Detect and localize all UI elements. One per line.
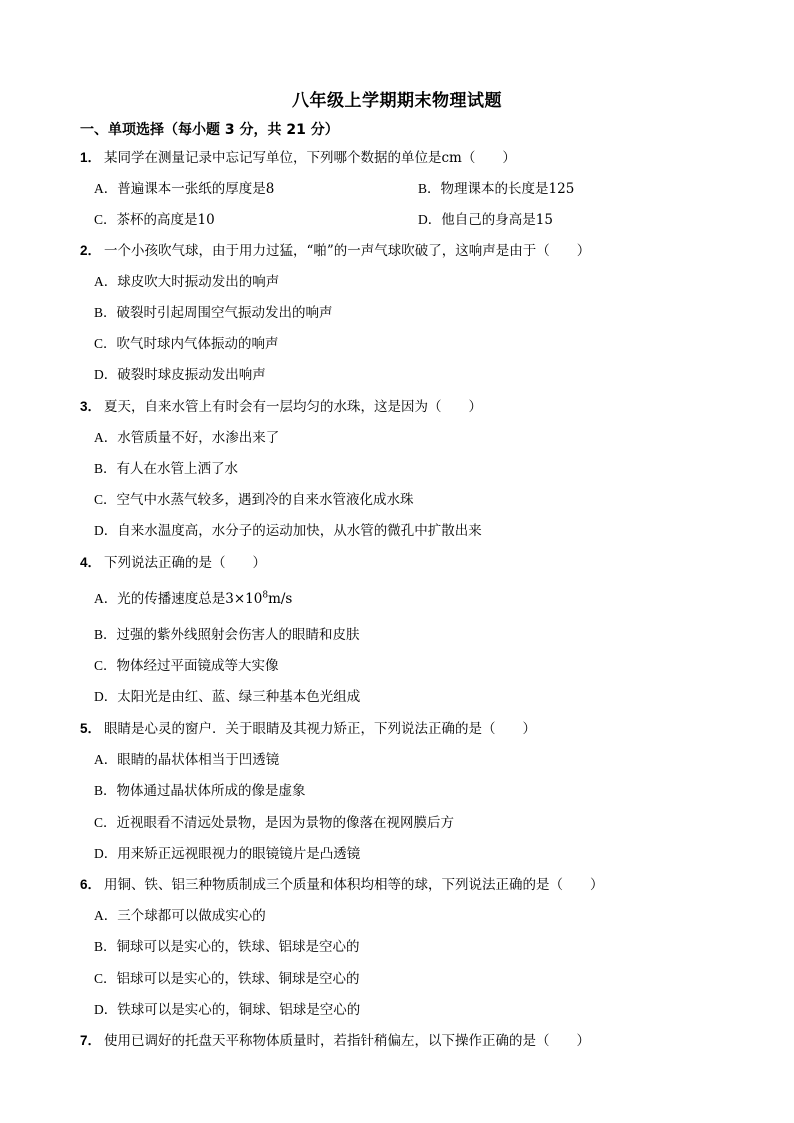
option-4d: D．太阳光是由红、蓝、绿三种基本色光组成 <box>94 689 361 705</box>
question-text: 一个小孩吹气球，由于用力过猛，“啪”的一声气球吹破了，这响声是由于（ ） <box>104 243 591 259</box>
question-text: 用铜、铁、铝三种物质制成三个质量和体积均相等的球，下列说法正确的是（ ） <box>104 877 604 893</box>
option-3c: C．空气中水蒸气较多，遇到冷的自来水管液化成水珠 <box>94 492 414 508</box>
option-1c: C．茶杯的高度是10 <box>94 212 215 228</box>
option-5d: D．用来矫正远视眼视力的眼镜镜片是凸透镜 <box>94 846 361 862</box>
question-number: 1． <box>80 150 102 165</box>
option-4c: C．物体经过平面镜成等大实像 <box>94 658 279 674</box>
option-2d: D．破裂时球皮振动发出响声 <box>94 367 266 383</box>
option-2b: B．破裂时引起周围空气振动发出的响声 <box>94 305 333 321</box>
question-7 <box>80 1029 590 1049</box>
option-1d: D．他自己的身高是15 <box>418 212 553 228</box>
option-6c: C．铝球可以是实心的，铁球、铜球是空心的 <box>94 971 360 987</box>
question-number: 5． <box>80 721 102 736</box>
option-6d: D．铁球可以是实心的，铜球、铝球是空心的 <box>94 1002 361 1018</box>
question-5 <box>80 717 536 737</box>
option-4b: B．过强的紫外线照射会伤害人的眼睛和皮肤 <box>94 627 360 643</box>
question-3 <box>80 395 482 415</box>
section-heading: 一、单项选择（每小题 3 分，共 21 分） <box>80 122 339 138</box>
option-3d: D．自来水温度高，水分子的运动加快，从水管的微孔中扩散出来 <box>94 523 482 539</box>
option-5b: B．物体通过晶状体所成的像是虚象 <box>94 783 306 799</box>
option-3b: B．有人在水管上洒了水 <box>94 461 239 477</box>
question-text: 某同学在测量记录中忘记写单位，下列哪个数据的单位是cm（ ） <box>104 150 516 166</box>
option-2c: C．吹气时球内气体振动的响声 <box>94 336 279 352</box>
question-text: 下列说法正确的是（ ） <box>104 555 266 571</box>
question-6 <box>80 873 604 893</box>
question-number: 4． <box>80 555 102 570</box>
option-6b: B．铜球可以是实心的，铁球、铝球是空心的 <box>94 939 360 955</box>
question-text: 眼睛是心灵的窗户．关于眼睛及其视力矫正，下列说法正确的是（ ） <box>104 721 536 737</box>
option-3a: A．水管质量不好，水渗出来了 <box>94 430 280 446</box>
option-1a: A．普遍课本一张纸的厚度是8 <box>94 181 275 197</box>
option-1b: B．物理课本的长度是125 <box>418 181 575 197</box>
option-5a: A．眼睛的晶状体相当于凹透镜 <box>94 752 280 768</box>
option-5c: C．近视眼看不清远处景物，是因为景物的像落在视网膜后方 <box>94 815 455 831</box>
option-6a: A．三个球都可以做成实心的 <box>94 908 266 924</box>
option-2a: A．球皮吹大时振动发出的响声 <box>94 274 280 290</box>
question-2 <box>80 239 590 259</box>
question-text: 夏天，自来水管上有时会有一层均匀的水珠，这是因为（ ） <box>104 399 482 415</box>
question-number: 2． <box>80 243 102 258</box>
question-4 <box>80 551 266 571</box>
question-text: 使用已调好的托盘天平称物体质量时，若指针稍偏左，以下操作正确的是（ ） <box>104 1033 590 1049</box>
question-number: 3． <box>80 399 102 414</box>
speed-formula: $3\times 10^8m/s$ <box>225 590 293 607</box>
question-number: 6． <box>80 877 102 892</box>
question-1 <box>80 146 516 166</box>
option-4a: A．光的传播速度总是$3\times 10^8m/s$ <box>94 590 293 607</box>
page-title: 八年级上学期期末物理试题 <box>292 91 502 111</box>
question-number: 7． <box>80 1033 102 1048</box>
